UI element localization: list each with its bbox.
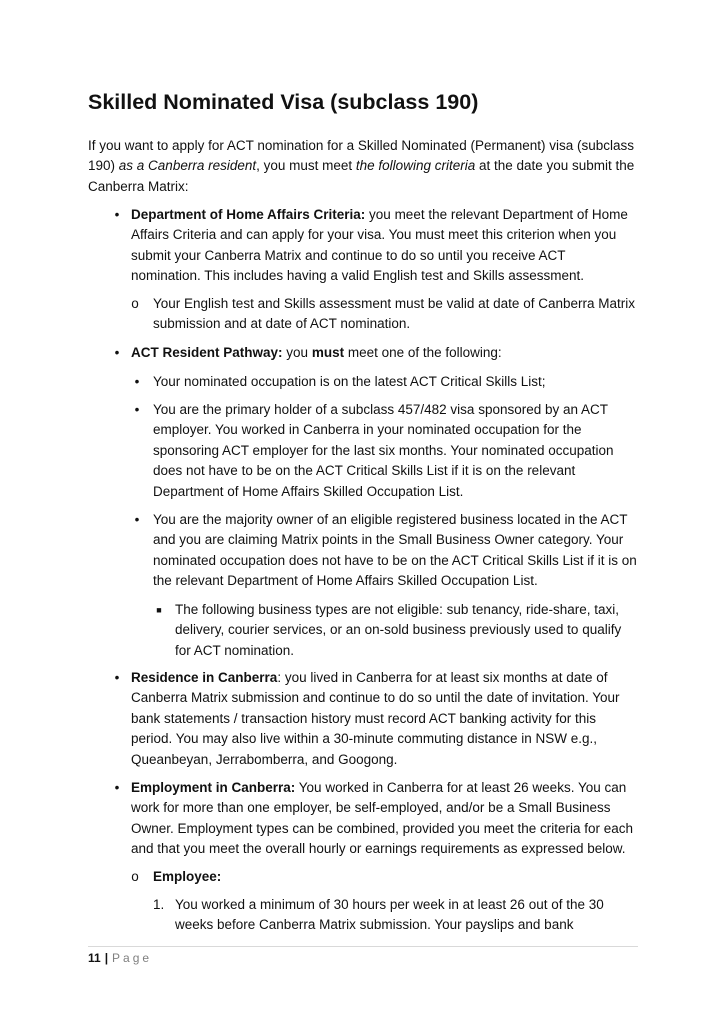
intro-emphasis-criteria: the following criteria (355, 158, 476, 174)
criterion-text: You worked in Canberra for at least 26 weeks. You can work for more than one employer, be self-employed, and/or be a Small Business Owner. Employment types can be combined, provided you meet the criteria for each and that you meet the overall hourly or earnings requirements as expressed below. (131, 780, 634, 857)
page-label: Page (112, 951, 153, 965)
intro-text: , you must meet (256, 158, 356, 174)
criterion-employment (131, 778, 638, 860)
criterion-heading: Residence in Canberra (131, 670, 278, 685)
page-title: Skilled Nominated Visa (subclass 190) (88, 90, 479, 114)
criterion-heading: Employment in Canberra: (131, 780, 296, 795)
criterion-text: meet one of the following: (344, 345, 502, 360)
employee-subheading: Employee: (153, 869, 222, 884)
footer-divider (88, 946, 638, 947)
circle-bullet-marker: o (131, 296, 139, 311)
numbered-item-marker: 1. (153, 897, 165, 912)
pathway-option-critical-skills: Your nominated occupation is on the latest ACT Critical Skills List; (153, 374, 546, 389)
bullet-marker: • (114, 345, 120, 360)
criterion-heading: ACT Resident Pathway: (131, 345, 283, 360)
business-owner-ineligible-note: The following business types are not eligible: sub tenancy, ride-share, taxi, delivery, courier services, or an on-sold business previously used to qualify for ACT nomination. (175, 602, 622, 658)
criterion-residence (131, 668, 638, 770)
criterion-text: you (282, 345, 312, 360)
page-number: 11 (88, 951, 101, 965)
intro-text: If you want to apply for ACT nomination for a Skilled Nominated (Permanent) visa (subclass 190) (88, 138, 635, 174)
bullet-marker: • (134, 512, 140, 527)
intro-paragraph (88, 136, 643, 197)
intro-text: at the date you submit the Canberra Matrix: (88, 158, 635, 194)
criterion-text: : you lived in Canberra for at least six months at date of Canberra Matrix submission and continue to do so until the date of invitation. Your bank statements / transaction history must record ACT banking activity for this period. You may also live within a 30-minute commuting distance in NSW e.g., Queanbeyan, Jerrabomberra, and Googong. (131, 670, 620, 767)
pathway-option-457-482-visa: You are the primary holder of a subclass 457/482 visa sponsored by an ACT employer. You worked in Canberra in your nominated occupation for the sponsoring ACT employer for the last six months. Your nominated occupation does not have to be on the ACT Critical Skills List if it is on the relevant Department of Home Affairs Skilled Occupation List. (153, 402, 614, 499)
pathway-option-business-owner: You are the majority owner of an eligible registered business located in the ACT and you are claiming Matrix points in the Small Business Owner category. Your nominated occupation does not have to be on the ACT Critical Skills List if it is on the relevant Department of Home Affairs Skilled Occupation List. (153, 512, 637, 589)
bullet-marker: • (114, 207, 120, 222)
circle-bullet-marker: o (131, 869, 139, 884)
criterion-home-affairs-subpoint: Your English test and Skills assessment must be valid at date of Canberra Matrix submission and at date of ACT nomination. (153, 296, 635, 332)
criterion-emphasis-must: must (311, 345, 345, 360)
footer-separator: | (104, 951, 109, 965)
square-bullet-marker: ■ (156, 605, 162, 615)
bullet-marker: • (114, 670, 120, 685)
criterion-home-affairs (131, 205, 638, 287)
criterion-resident-pathway (131, 343, 638, 363)
criterion-text: you meet the relevant Department of Home Affairs Criteria and can apply for your visa. You must meet this criterion when you submit your Canberra Matrix and continue to do so until you receive ACT nomination. This includes having a valid English test and Skills assessment. (131, 207, 628, 284)
bullet-marker: • (134, 374, 140, 389)
employee-requirement-text: You worked a minimum of 30 hours per week in at least 26 out of the 30 weeks before Canberra Matrix submission. Your payslips and bank (175, 897, 604, 933)
bullet-marker: • (134, 402, 140, 417)
bullet-marker: • (114, 780, 120, 795)
intro-emphasis-resident: as a Canberra resident (118, 158, 257, 174)
page-footer (88, 950, 152, 966)
criterion-heading: Department of Home Affairs Criteria: (131, 207, 366, 222)
